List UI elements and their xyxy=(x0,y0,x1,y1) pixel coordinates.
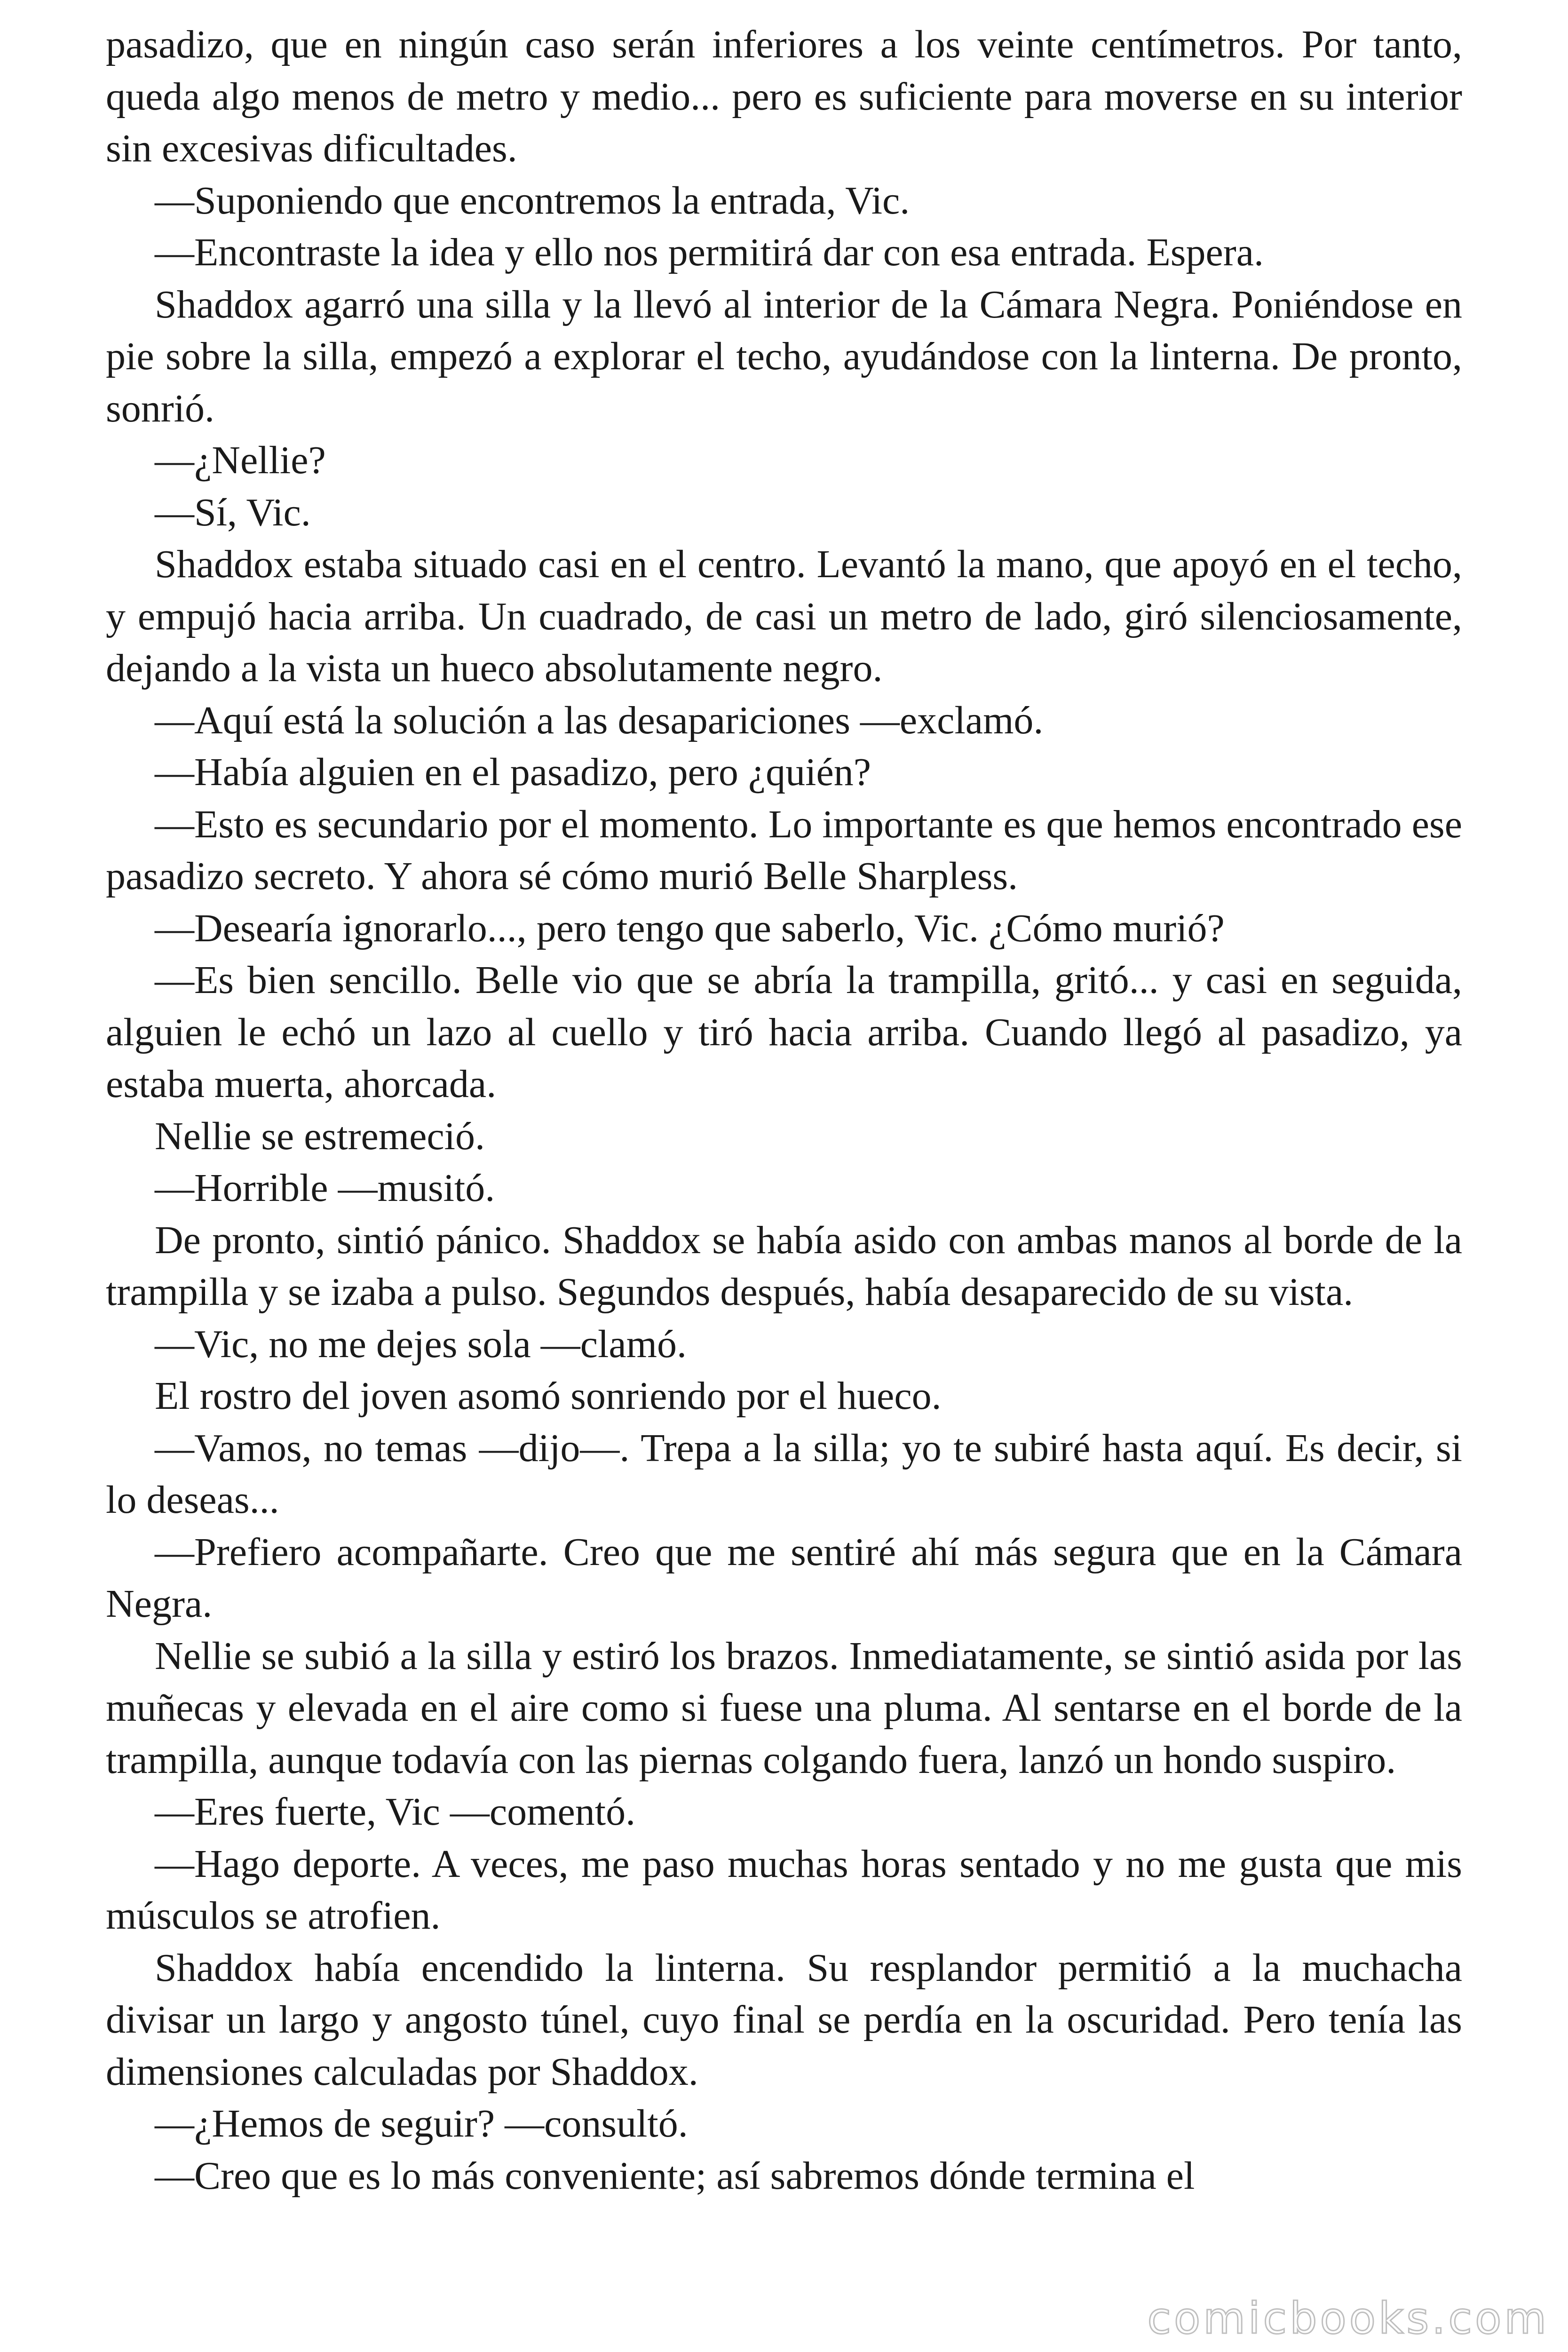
paragraph: —Hago deporte. A veces, me paso muchas horas sentado y no me gusta que mis músculos se atrofien. xyxy=(106,1842,1462,1938)
paragraph: Shaddox había encendido la linterna. Su resplandor permitió a la muchacha divisar un largo y angosto túnel, cuyo final se perdía en la oscuridad. Pero tenía las dimensiones calculadas por Shaddox. xyxy=(106,1946,1462,2094)
paragraph: —Eres fuerte, Vic —comentó. xyxy=(155,1790,636,1834)
paragraph: —Es bien sencillo. Belle vio que se abría la trampilla, gritó... y casi en seguida, alguien le echó un lazo al cuello y tiró hacia arriba. Cuando llegó al pasadizo, ya estaba muerta, ahorcada. xyxy=(106,958,1462,1106)
paragraph: —Suponiendo que encontremos la entrada, Vic. xyxy=(155,178,910,222)
paragraph: Shaddox estaba situado casi en el centro. Levantó la mano, que apoyó en el techo, y empujó hacia arriba. Un cuadrado, de casi un metro de lado, giró silenciosamente, dejando a la vista un hueco absolutamente negro. xyxy=(106,542,1462,690)
paragraph: —Esto es secundario por el momento. Lo importante es que hemos encontrado ese pasadizo secreto. Y ahora sé cómo murió Belle Sharpless. xyxy=(106,802,1462,898)
document-page xyxy=(106,19,1462,2202)
paragraph: —Vic, no me dejes sola —clamó. xyxy=(155,1322,687,1366)
paragraph: —Desearía ignorarlo..., pero tengo que saberlo, Vic. ¿Cómo murió? xyxy=(155,906,1225,950)
paragraph: —Encontraste la idea y ello nos permitirá dar con esa entrada. Espera. xyxy=(155,230,1264,274)
paragraph: Nellie se subió a la silla y estiró los brazos. Inmediatamente, se sintió asida por las muñecas y elevada en el aire como si fuese una pluma. Al sentarse en el borde de la trampilla, aunque todavía con las piernas colgando fuera, lanzó un hondo suspiro. xyxy=(106,1634,1462,1782)
watermark: comicbooks.com xyxy=(1147,2293,1549,2344)
paragraph: —Horrible —musitó. xyxy=(155,1166,495,1210)
paragraph: —¿Hemos de seguir? —consultó. xyxy=(155,2102,688,2145)
paragraph: —Prefiero acompañarte. Creo que me sentiré ahí más segura que en la Cámara Negra. xyxy=(106,1530,1462,1626)
paragraph: —Creo que es lo más conveniente; así sabremos dónde termina el xyxy=(155,2153,1195,2198)
paragraph: —¿Nellie? xyxy=(155,438,326,482)
paragraph: De pronto, sintió pánico. Shaddox se había asido con ambas manos al borde de la trampilla y se izaba a pulso. Segundos después, había desaparecido de su vista. xyxy=(106,1218,1462,1314)
paragraph: Nellie se estremeció. xyxy=(155,1114,485,1158)
paragraph: —Vamos, no temas —dijo—. Trepa a la silla; yo te subiré hasta aquí. Es decir, si lo deseas... xyxy=(106,1426,1462,1522)
paragraph: —Había alguien en el pasadizo, pero ¿quién? xyxy=(155,750,871,794)
paragraph: —Aquí está la solución a las desapariciones —exclamó. xyxy=(155,698,1044,742)
paragraph: Shaddox agarró una silla y la llevó al interior de la Cámara Negra. Poniéndose en pie sobre la silla, empezó a explorar el techo, ayudándose con la linterna. De pronto, sonrió. xyxy=(106,282,1462,430)
paragraph: El rostro del joven asomó sonriendo por el hueco. xyxy=(155,1374,942,1418)
paragraph: —Sí, Vic. xyxy=(155,490,311,534)
paragraph: pasadizo, que en ningún caso serán inferiores a los veinte centímetros. Por tanto, queda algo menos de metro y medio... pero es suficiente para moverse en su interior sin excesivas dificultades. xyxy=(106,23,1462,170)
